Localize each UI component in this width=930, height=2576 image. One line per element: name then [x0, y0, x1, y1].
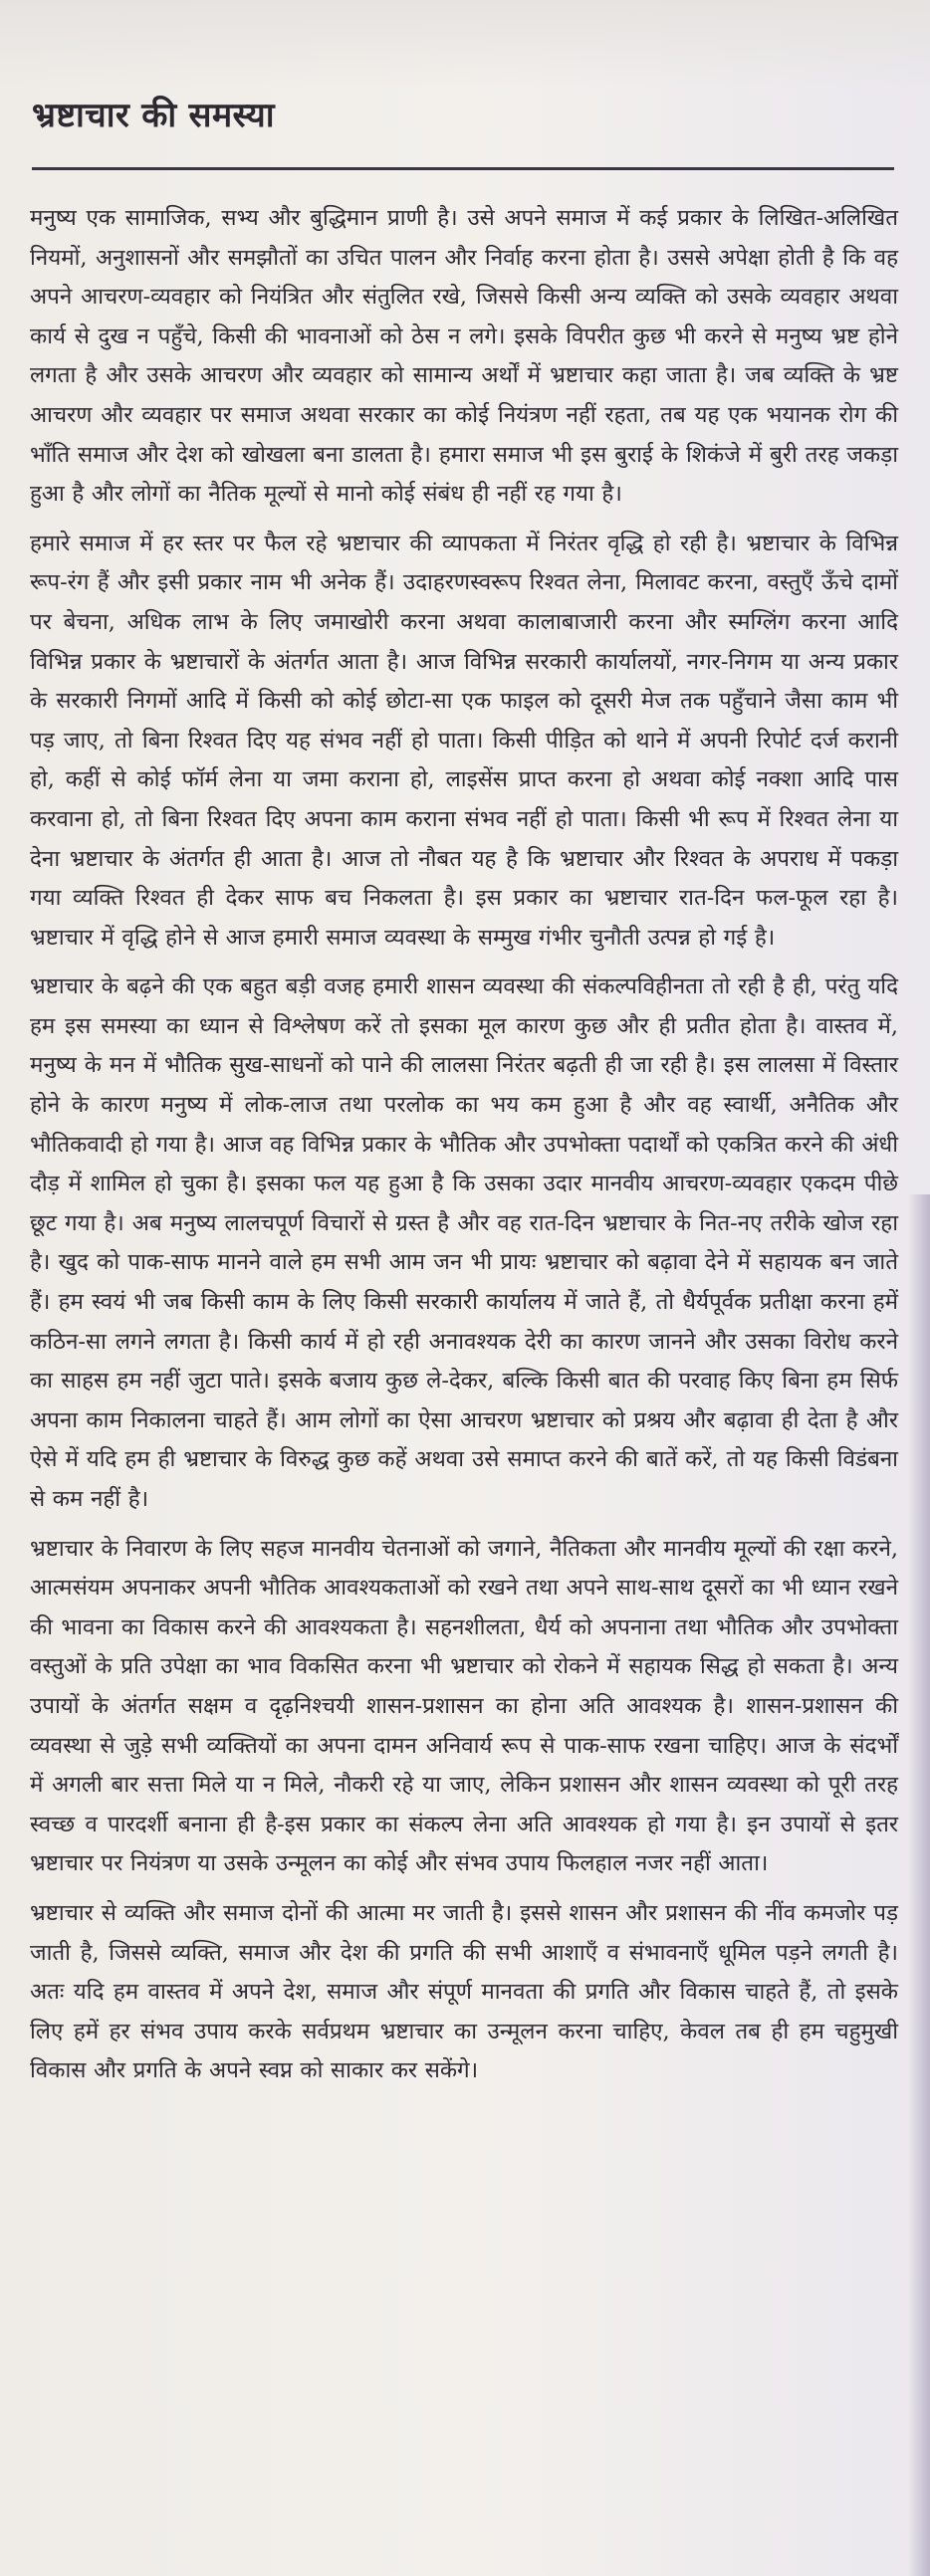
- paragraph-3: भ्रष्टाचार के बढ़ने की एक बहुत बड़ी वजह हमारी शासन व्यवस्था की संकल्पविहीनता तो रही है ही, परंतु यदि हम इस समस्या का ध्यान से विश्लेषण करें तो इसका मूल कारण कुछ और ही प्रतीत होता है। वास्तव में, मनुष्य के मन में भौतिक सुख-साधनों को पाने की लालसा निरंतर बढ़ती ही जा रही है। इस लालसा में विस्तार होने के कारण मनुष्य में लोक-लाज तथा परलोक का भय कम हुआ है और वह स्वार्थी, अनैतिक और भौतिकवादी हो गया है। आज वह विभिन्न प्रकार के भौतिक और उपभोक्ता पदार्थों को एकत्रित करने की अंधी दौड़ में शामिल हो चुका है। इसका फल यह हुआ है कि उसका उदार मानवीय आचरण-व्यवहार एकदम पीछे छूट गया है। अब मनुष्य लालचपूर्ण विचारों से ग्रस्त है और वह रात-दिन भ्रष्टाचार के नित-नए तरीके खोज रहा है। खुद को पाक-साफ मानने वाले हम सभी आम जन भी प्रायः भ्रष्टाचार को बढ़ावा देने में सहायक बन जाते हैं। हम स्वयं भी जब किसी काम के लिए किसी सरकारी कार्यालय में जाते हैं, तो धैर्यपूर्वक प्रतीक्षा करना हमें कठिन-सा लगने लगता है। किसी कार्य में हो रही अनावश्यक देरी का कारण जानने और उसका विरोध करने का साहस हम नहीं जुटा पाते। इसके बजाय कुछ ले-देकर, बल्कि किसी बात की परवाह किए बिना हम सिर्फ अपना काम निकालना चाहते हैं। आम लोगों का ऐसा आचरण भ्रष्टाचार को प्रश्रय और बढ़ावा ही देता है और ऐसे में यदि हम ही भ्रष्टाचार के विरुद्ध कुछ कहें अथवा उसे समाप्त करने की बातें करें, तो यह किसी विडंबना से कम नहीं है।: [30, 973, 898, 1512]
- paragraph-2: हमारे समाज में हर स्तर पर फैल रहे भ्रष्टाचार की व्यापकता में निरंतर वृद्धि हो रही है। भ्रष्टाचार के विभिन्न रूप-रंग हैं और इसी प्रकार नाम भी अनेक हैं। उदाहरणस्वरूप रिश्वत लेना, मिलावट करना, वस्तुएँ ऊँचे दामों पर बेचना, अधिक लाभ के लिए जमाखोरी करना अथवा कालाबाजारी करना और स्मग्लिंग करना आदि विभिन्न प्रकार के भ्रष्टाचारों के अंतर्गत आता है। आज विभिन्न सरकारी कार्यालयों, नगर-निगम या अन्य प्रकार के सरकारी निगमों आदि में किसी को कोई छोटा-सा एक फाइल को दूसरी मेज तक पहुँचाने जैसा काम भी पड़ जाए, तो बिना रिश्वत दिए यह संभव नहीं हो पाता। किसी पीड़ित को थाने में अपनी रिपोर्ट दर्ज करानी हो, कहीं से कोई फॉर्म लेना या जमा कराना हो, लाइसेंस प्राप्त करना हो अथवा कोई नक्शा आदि पास करवाना हो, तो बिना रिश्वत दिए अपना काम कराना संभव नहीं हो पाता। किसी भी रूप में रिश्वत लेना या देना भ्रष्टाचार के अंतर्गत ही आता है। आज तो नौबत यह है कि भ्रष्टाचार और रिश्वत के अपराध में पकड़ा गया व्यक्ति रिश्वत ही देकर साफ बच निकलता है। इस प्रकार का भ्रष्टाचार रात-दिन फल-फूल रहा है। भ्रष्टाचार में वृद्धि होने से आज हमारी समाज व्यवस्था के सम्मुख गंभीर चुनौती उत्पन्न हो गई है।: [30, 530, 898, 951]
- document-body: [30, 199, 898, 2101]
- page-edge-shadow: [908, 1194, 930, 2576]
- title-underline: [32, 167, 894, 170]
- paragraph-1: मनुष्य एक सामाजिक, सभ्य और बुद्धिमान प्राणी है। उसे अपने समाज में कई प्रकार के लिखित-अलिखित नियमों, अनुशासनों और समझौतों का उचित पालन और निर्वाह करना होता है। उससे अपेक्षा होती है कि वह अपने आचरण-व्यवहार को नियंत्रित और संतुलित रखे, जिससे किसी अन्य व्यक्ति को उसके व्यवहार अथवा कार्य से दुख न पहुँचे, किसी की भावनाओं को ठेस न लगे। इसके विपरीत कुछ भी करने से मनुष्य भ्रष्ट होने लगता है और उसके आचरण और व्यवहार को सामान्य अर्थों में भ्रष्टाचार कहा जाता है। जब व्यक्ति के भ्रष्ट आचरण और व्यवहार पर समाज अथवा सरकार का कोई नियंत्रण नहीं रहता, तब यह एक भयानक रोग की भाँति समाज और देश को खोखला बना डालता है। हमारा समाज भी इस बुराई के शिकंजे में बुरी तरह जकड़ा हुआ है और लोगों का नैतिक मूल्यों से मानो कोई संबंध ही नहीं रह गया है।: [30, 205, 898, 508]
- paragraph-5: भ्रष्टाचार से व्यक्ति और समाज दोनों की आत्मा मर जाती है। इससे शासन और प्रशासन की नींव कमजोर पड़ जाती है, जिससे व्यक्ति, समाज और देश की प्रगति की सभी आशाएँ व संभावनाएँ धूमिल पड़ने लगती है। अतः यदि हम वास्तव में अपने देश, समाज और संपूर्ण मानवता की प्रगति और विकास चाहते हैं, तो इसके लिए हमें हर संभव उपाय करके सर्वप्रथम भ्रष्टाचार का उन्मूलन करना चाहिए, केवल तब ही हम चहुमुखी विकास और प्रगति के अपने स्वप्न को साकार कर सकेंगे।: [30, 1899, 898, 2084]
- paragraph-4: भ्रष्टाचार के निवारण के लिए सहज मानवीय चेतनाओं को जगाने, नैतिकता और मानवीय मूल्यों की रक्षा करने, आत्मसंयम अपनाकर अपनी भौतिक आवश्यकताओं को रखने तथा अपने साथ-साथ दूसरों का भी ध्यान रखने की भावना का विकास करने की आवश्यकता है। सहनशीलता, धैर्य को अपनाना तथा भौतिक और उपभोक्ता वस्तुओं के प्रति उपेक्षा का भाव विकसित करना भी भ्रष्टाचार को रोकने में सहायक सिद्ध हो सकता है। अन्य उपायों के अंतर्गत सक्षम व दृढ़निश्चयी शासन-प्रशासन का होना अति आवश्यक है। शासन-प्रशासन की व्यवस्था से जुड़े सभी व्यक्तियों का अपना दामन अनिवार्य रूप से पाक-साफ रखना चाहिए। आज के संदर्भों में अगली बार सत्ता मिले या न मिले, नौकरी रहे या जाए, लेकिन प्रशासन और शासन व्यवस्था को पूरी तरह स्वच्छ व पारदर्शी बनाना ही है-इस प्रकार का संकल्प लेना अति आवश्यक हो गया है। इन उपायों से इतर भ्रष्टाचार पर नियंत्रण या उसके उन्मूलन का कोई और संभव उपाय फिलहाल नजर नहीं आता।: [30, 1535, 898, 1877]
- document-title: भ्रष्टाचार की समस्या: [32, 96, 275, 135]
